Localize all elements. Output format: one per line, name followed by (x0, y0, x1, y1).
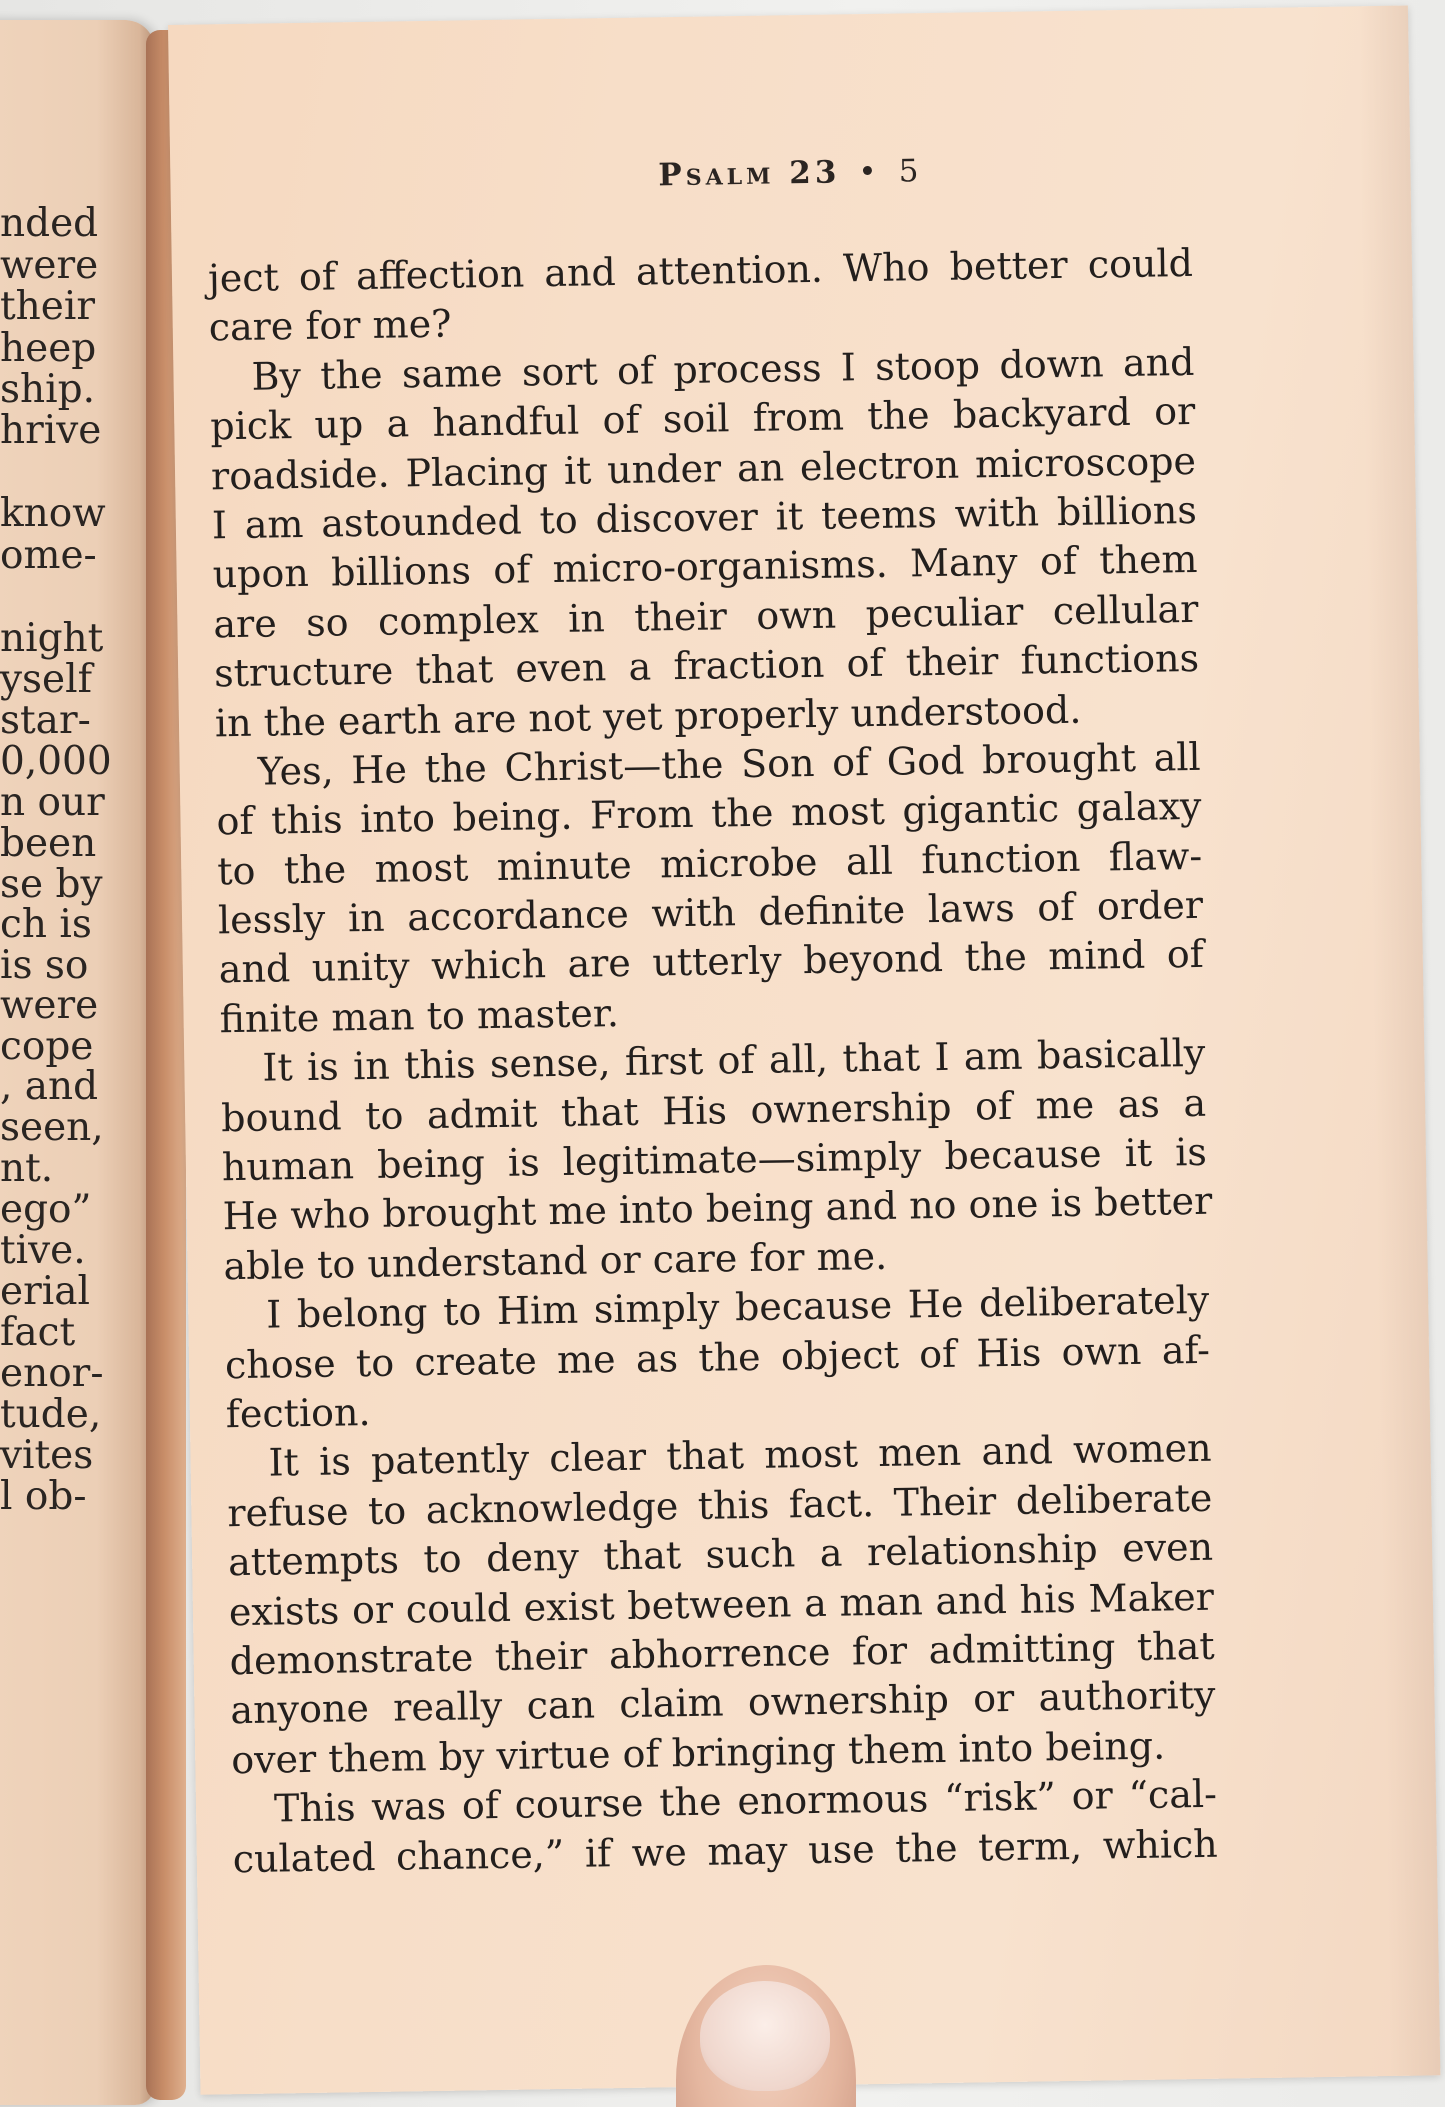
header-title: Psalm 23 (658, 154, 841, 194)
left-page-fragment: tude, (0, 1392, 102, 1437)
left-page-fragment: were (0, 983, 99, 1028)
left-page-fragment: l ob- (0, 1474, 87, 1519)
text-line: chose to create me as the object of His own af- (224, 1327, 1211, 1387)
text-line: demonstrate their abhorrence for admitting that (229, 1623, 1215, 1684)
left-page-fragment: hrive (0, 408, 102, 453)
fingernail (700, 1981, 830, 2091)
left-page-fragment: se by (0, 862, 103, 907)
right-page (168, 6, 1440, 2095)
left-page-fragment: star- (0, 698, 91, 743)
left-page-fragment: ch is (0, 902, 92, 947)
left-page-fragment: tive. (0, 1228, 86, 1273)
text-line: over them by virtue of bringing them into being. (230, 1723, 1166, 1782)
left-page-fragment: know (0, 491, 106, 536)
left-page-fragment: ome- (0, 533, 97, 578)
left-page-fragment: n our (0, 780, 105, 825)
text-line: lessly in accordance with definite laws of order (217, 882, 1204, 943)
text-line: care for me? (208, 301, 452, 350)
left-page-fragment: nt. (0, 1146, 54, 1191)
left-page-fragment: seen, (0, 1105, 104, 1150)
left-page-fragment: night (0, 616, 104, 661)
text-line: roadside. Placing it under an electron microscope (210, 438, 1197, 498)
left-page-fragment: fact (0, 1310, 76, 1355)
text-line: I am astounded to discover it teems with billions (211, 487, 1198, 548)
left-page-fragment: , and (0, 1064, 99, 1109)
text-line: are so complex in their own peculiar cellular (213, 586, 1199, 647)
text-line: refuse to acknowledge this fact. Their deliberate (227, 1475, 1213, 1536)
text-line: finite man to master. (219, 990, 620, 1042)
text-line: culated chance,” if we may use the term, which (232, 1821, 1219, 1881)
text-line: Yes, He the Christ—the Son of God brought all (257, 734, 1201, 794)
text-line: bound to admit that His ownership of me as a (220, 1080, 1207, 1140)
running-header (170, 146, 1410, 201)
text-line: By the same sort of process I stoop down and (251, 339, 1195, 399)
text-line: structure that even a fraction of their functions (213, 636, 1200, 696)
left-page-fragment: enor- (0, 1351, 104, 1396)
left-page-fragment: their (0, 284, 95, 329)
text-line: It is patently clear that most men and women (268, 1426, 1212, 1485)
text-line: exists or could exist between a man and his Maker (228, 1574, 1215, 1634)
text-line: anyone really can claim ownership or authority (230, 1673, 1216, 1733)
left-page-fragment: ship. (0, 367, 95, 412)
text-line: upon billions of micro-organisms. Many of them (212, 537, 1198, 597)
text-line: pick up a handful of soil from the backyard or (209, 389, 1196, 449)
left-page-fragment: 0,000 (0, 739, 112, 784)
text-line: ject of affection and attention. Who better could (207, 240, 1194, 301)
left-page-fragment: were (0, 243, 99, 288)
left-page-fragment: yself (0, 657, 93, 702)
left-page-fragment: ego” (0, 1187, 92, 1232)
header-separator: • (858, 153, 881, 191)
text-line: and unity which are utterly beyond the mind of (218, 932, 1205, 992)
text-line: able to understand or care for me. (223, 1233, 888, 1289)
text-line: attempts to deny that such a relationship even (227, 1524, 1214, 1585)
left-page-fragment: vites (0, 1433, 94, 1478)
left-page-fragment: cope (0, 1024, 94, 1069)
left-page-fragment: nded (0, 201, 99, 246)
text-line: This was of course the enormous “risk” or “cal- (273, 1771, 1218, 1831)
left-page-fragment: been (0, 821, 97, 866)
left-page-fragment: erial (0, 1269, 90, 1314)
body-text (208, 239, 1218, 1884)
left-page (0, 20, 155, 2105)
left-page-fragment: heep (0, 326, 97, 371)
left-page-fragment: is so (0, 943, 89, 988)
text-line: to the most minute microbe all function flaw- (216, 833, 1203, 894)
text-line: human being is legitimate—simply because it is (221, 1129, 1208, 1190)
page-number: 5 (898, 153, 923, 190)
text-line: of this into being. From the most gigantic galaxy (216, 784, 1202, 844)
text-line: fection. (225, 1389, 371, 1437)
text-line: in the earth are not yet properly understood. (214, 687, 1082, 745)
text-line: It is in this sense, first of all, that I am basically (262, 1031, 1206, 1090)
text-line: He who brought me into being and no one is better (222, 1179, 1213, 1239)
text-line: I belong to Him simply because He deliberately (265, 1278, 1210, 1337)
